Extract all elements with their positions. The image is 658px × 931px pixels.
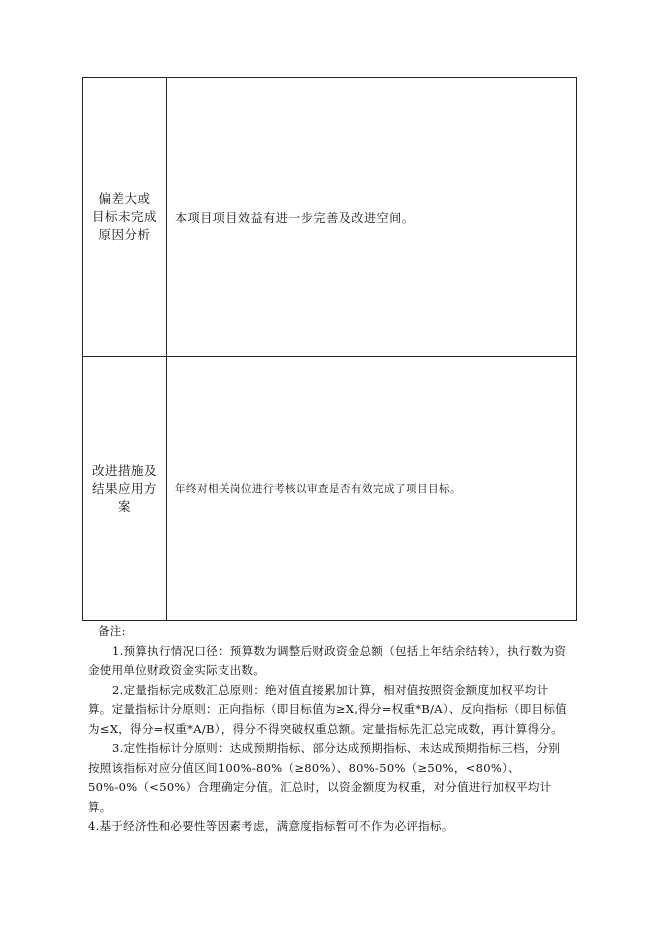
row-label-cell bbox=[83, 357, 167, 620]
improvement-plan-text: 年终对相关岗位进行考核以审查是否有效完成了项目目标。 bbox=[175, 483, 461, 495]
row-label-cell bbox=[83, 78, 167, 356]
note-item-4: 4.基于经济性和必要性等因素考虑，满意度指标暂可不作为必评指标。 bbox=[88, 819, 454, 833]
row-content-cell bbox=[167, 78, 576, 356]
note-item-2: 2.定量指标完成数汇总原则：绝对值直接累加计算，相对值按照资金额度加权平均计算。定量指标计分原则：正向指标（即目标值为≥X,得分=权重*B/A）、反向指标（即目标值为≤X，得分=权重*A/B），得分不得突破权重总额。定量指标先汇总完成数，再计算得分。 bbox=[88, 682, 567, 736]
note-item-1: 1.预算执行情况口径：预算数为调整后财政资金总额（包括上年结余结转），执行数为资金使用单位财政资金实际支出数。 bbox=[88, 643, 567, 677]
row-label-deviation-analysis: 偏差大或 目标未完成 原因分析 bbox=[91, 191, 157, 242]
table-row-improvement-plan bbox=[83, 357, 576, 620]
evaluation-table bbox=[82, 77, 577, 621]
row-content-cell bbox=[167, 357, 576, 620]
notes-title: 备注: bbox=[98, 624, 126, 638]
notes-section bbox=[88, 622, 568, 837]
note-item-3: 3.定性指标计分原则：达成预期指标、部分达成预期指标、未达成预期指标三档，分别按照该指标对应分值区间100%-80%（≥80%）、80%-50%（≥50%，<80%）、50%-0%（<50%）合理确定分值。汇总时，以资金额度为权重，对分值进行加权平均计算。 bbox=[88, 741, 561, 814]
row-label-improvement-plan: 改进措施及 结果应用方 案 bbox=[91, 462, 157, 514]
table-row-deviation-analysis bbox=[83, 78, 576, 357]
deviation-analysis-text: 本项目项目效益有进一步完善及改进空间。 bbox=[175, 210, 415, 225]
